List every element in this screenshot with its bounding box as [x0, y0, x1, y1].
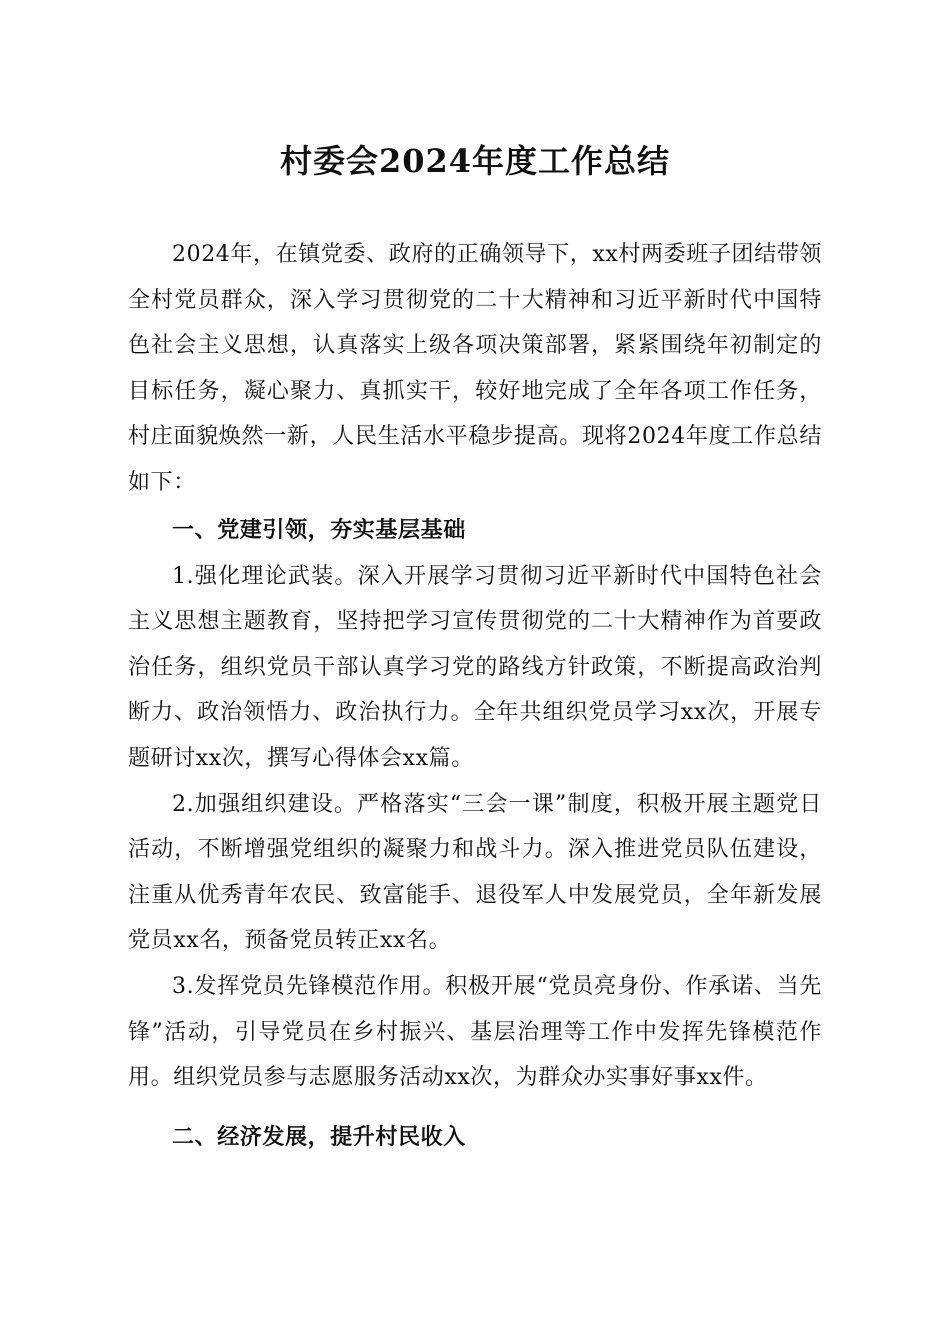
intro-paragraph: 2024年，在镇党委、政府的正确领导下，xx村两委班子团结带领全村党员群众，深入学习贯彻党的二十大精神和习近平新时代中国特色社会主义思想，认真落实上级各项决策部署，紧紧围绕年初制定的目标任务，凝心聚力、真抓实干，较好地完成了全年各项工作任务，村庄面貌焕然一新，人民生活水平稳步提高。现将2024年度工作总结如下：	[128, 242, 822, 495]
paragraph-theory: 1.强化理论武装。深入开展学习贯彻习近平新时代中国特色社会主义思想主题教育，坚持把学习宣传贯彻党的二十大精神作为首要政治任务，组织党员干部认真学习党的路线方针政策，不断提高政治判断力、政治领悟力、政治执行力。全年共组织党员学习xx次，开展专题研讨xx次，撰写心得体会xx篇。	[128, 563, 822, 771]
document-body	[128, 232, 822, 1161]
paragraph-organization: 2.加强组织建设。严格落实“三会一课”制度，积极开展主题党日活动，不断增强党组织的凝聚力和战斗力。深入推进党员队伍建设，注重从优秀青年农民、致富能手、退役军人中发展党员，全年新发展党员xx名，预备党员转正xx名。	[128, 791, 822, 954]
section-heading-economy: 二、经济发展，提升村民收入	[172, 1124, 466, 1150]
section-heading-party-building: 一、党建引领，夯实基层基础	[172, 517, 466, 543]
document-title: 村委会2024年度工作总结	[279, 142, 671, 180]
paragraph-vanguard: 3.发挥党员先锋模范作用。积极开展“党员亮身份、作承诺、当先锋”活动，引导党员在乡村振兴、基层治理等工作中发挥先锋模范作用。组织党员参与志愿服务活动xx次，为群众办实事好事xx件。	[128, 973, 822, 1091]
